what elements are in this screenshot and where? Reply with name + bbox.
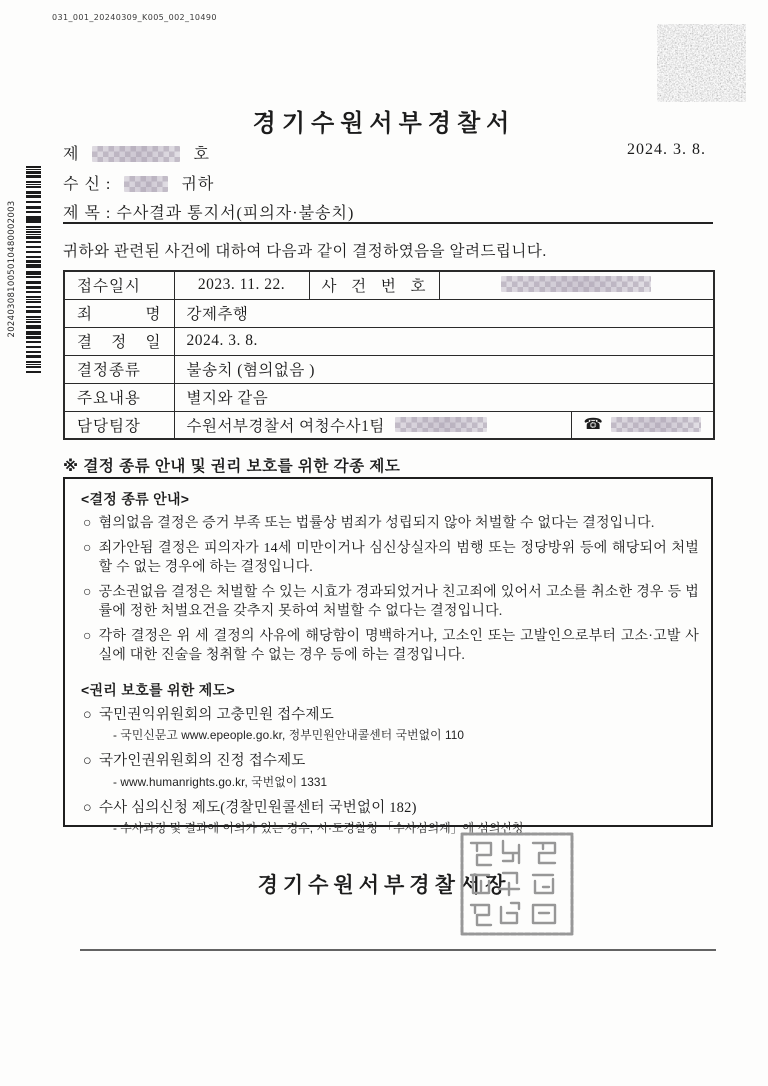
rights-item-detail: - 수사과정 및 결과에 이의가 있는 경우, 시·도경찰청 「수사심의계」에 심의신청 bbox=[113, 820, 524, 835]
table-row-receipt bbox=[64, 271, 714, 299]
table-row-decision-date bbox=[64, 327, 714, 355]
crime-value: 강제추행 bbox=[174, 299, 714, 327]
circle-bullet-icon: ○ bbox=[83, 629, 92, 645]
receipt-value: 2023. 11. 22. bbox=[174, 271, 309, 299]
notice-box bbox=[63, 477, 713, 835]
rights-item bbox=[83, 706, 699, 743]
manager-phone-cell bbox=[571, 411, 714, 439]
redacted-recipient-name bbox=[124, 176, 168, 192]
signer-name: 경기수원서부경찰서장 bbox=[257, 873, 511, 897]
recipient-suffix: 귀하 bbox=[181, 176, 215, 193]
decision-item bbox=[83, 515, 699, 533]
manager-label: 담당팀장 bbox=[64, 411, 174, 439]
rights-item-title: 국가인권위원회의 진정 접수제도 bbox=[98, 753, 306, 770]
circle-bullet-icon: ○ bbox=[83, 753, 92, 770]
manager-value-cell bbox=[174, 411, 571, 439]
notice-heading: ※ 결정 종류 안내 및 권리 보호를 위한 각종 제도 bbox=[63, 458, 401, 475]
decision-type-label: 결정종류 bbox=[64, 355, 174, 383]
rights-item-detail: - 국민신문고 www.epeople.go.kr, 정부민원안내콜센터 국번없이 110 bbox=[113, 728, 465, 743]
redacted-manager-name bbox=[395, 417, 487, 432]
barcode-number-label: 202403081005010480002003 bbox=[7, 200, 17, 338]
circle-bullet-icon: ○ bbox=[83, 541, 92, 557]
summary-value: 별지와 같음 bbox=[174, 383, 714, 411]
table-row-crime bbox=[64, 299, 714, 327]
intro-paragraph: 귀하와 관련된 사건에 대하여 다음과 같이 결정하였음을 알려드립니다. bbox=[63, 243, 547, 260]
scrambled-code-stamp bbox=[657, 24, 746, 102]
rights-item bbox=[83, 799, 699, 836]
subject-line bbox=[63, 200, 354, 223]
circle-bullet-icon: ○ bbox=[83, 799, 92, 816]
crime-label: 죄 명 bbox=[64, 299, 174, 327]
document-barcode bbox=[2, 160, 44, 380]
header-divider bbox=[63, 222, 713, 224]
recipient-label: 수 신 : bbox=[63, 176, 112, 193]
document-number-line bbox=[63, 141, 210, 164]
subject-value: 수사결과 통지서(피의자·불송치) bbox=[116, 205, 355, 222]
barcode-icon bbox=[26, 166, 41, 373]
manager-team: 수원서부경찰서 여청수사1팀 bbox=[186, 417, 385, 435]
rights-item bbox=[83, 752, 699, 789]
decision-item-text: 각하 결정은 위 세 결정의 사유에 해당함이 명백하거나, 고소인 또는 고발인으로부터 고소·고발 사실에 대한 진술을 청취할 수 없는 경우 등에 하는 결정입니다. bbox=[98, 629, 699, 663]
rights-title: <권리 보호를 위한 제도> bbox=[81, 682, 235, 699]
seal-glyphs-icon bbox=[459, 831, 575, 939]
decision-date-value: 2024. 3. 8. bbox=[174, 327, 714, 355]
phone-icon: ☎ bbox=[583, 416, 604, 434]
scan-id-label: 031_001_20240309_K005_002_10490 bbox=[52, 13, 217, 22]
decision-item-text: 공소권없음 결정은 처벌할 수 있는 시효가 경과되었거나 친고죄에 있어서 고소를 취소한 경우 등 법률에 정한 처벌요건을 갖추지 못하여 처벌할 수 없다는 결정입니다. bbox=[98, 585, 699, 619]
table-row-summary bbox=[64, 383, 714, 411]
recipient-line bbox=[63, 171, 214, 194]
decision-result-table bbox=[63, 270, 715, 440]
doc-no-suffix: 호 bbox=[193, 146, 210, 163]
circle-bullet-icon: ○ bbox=[83, 516, 92, 531]
decision-item bbox=[83, 540, 699, 577]
decision-type-value: 불송치 (혐의없음 ) bbox=[174, 355, 714, 383]
decision-item bbox=[83, 584, 699, 621]
doc-no-prefix: 제 bbox=[63, 146, 80, 163]
redacted-doc-number bbox=[92, 146, 180, 162]
decision-item bbox=[83, 628, 699, 665]
decision-item-text: 혐의없음 결정은 증거 부족 또는 법률상 범죄가 성립되지 않아 처벌할 수 없다는 결정입니다. bbox=[98, 516, 655, 531]
decision-guide-title: <결정 종류 안내> bbox=[81, 491, 190, 507]
redacted-phone-number bbox=[611, 417, 701, 432]
receipt-label: 접수일시 bbox=[64, 271, 174, 299]
table-row-decision-type bbox=[64, 355, 714, 383]
summary-label: 주요내용 bbox=[64, 383, 174, 411]
official-seal-stamp bbox=[459, 831, 575, 939]
rights-item-title: 수사 심의신청 제도(경찰민원콜센터 국번없이 182) bbox=[98, 799, 417, 816]
bottom-rule bbox=[80, 949, 716, 951]
decision-item-text: 죄가안됨 결정은 피의자가 14세 미만이거나 심신상실자의 범행 또는 정당방위 등에 해당되어 처벌할 수 없는 경우에 하는 결정입니다. bbox=[98, 541, 699, 575]
noise-pattern-icon bbox=[657, 24, 746, 102]
rights-item-title: 국민권익위원회의 고충민원 접수제도 bbox=[98, 707, 334, 724]
page-title: 경기수원서부경찰서 bbox=[252, 111, 516, 137]
case-no-label: 사 건 번 호 bbox=[309, 271, 439, 299]
table-row-manager bbox=[64, 411, 714, 439]
circle-bullet-icon: ○ bbox=[83, 585, 92, 601]
decision-date-label: 결 정 일 bbox=[64, 327, 174, 355]
rights-item-detail: - www.humanrights.go.kr, 국번없이 1331 bbox=[113, 774, 328, 789]
case-no-value bbox=[439, 271, 714, 299]
circle-bullet-icon: ○ bbox=[83, 707, 92, 724]
document-date: 2024. 3. 8. bbox=[627, 141, 706, 158]
subject-label: 제 목 : bbox=[63, 205, 112, 222]
redacted-case-number bbox=[501, 276, 651, 292]
